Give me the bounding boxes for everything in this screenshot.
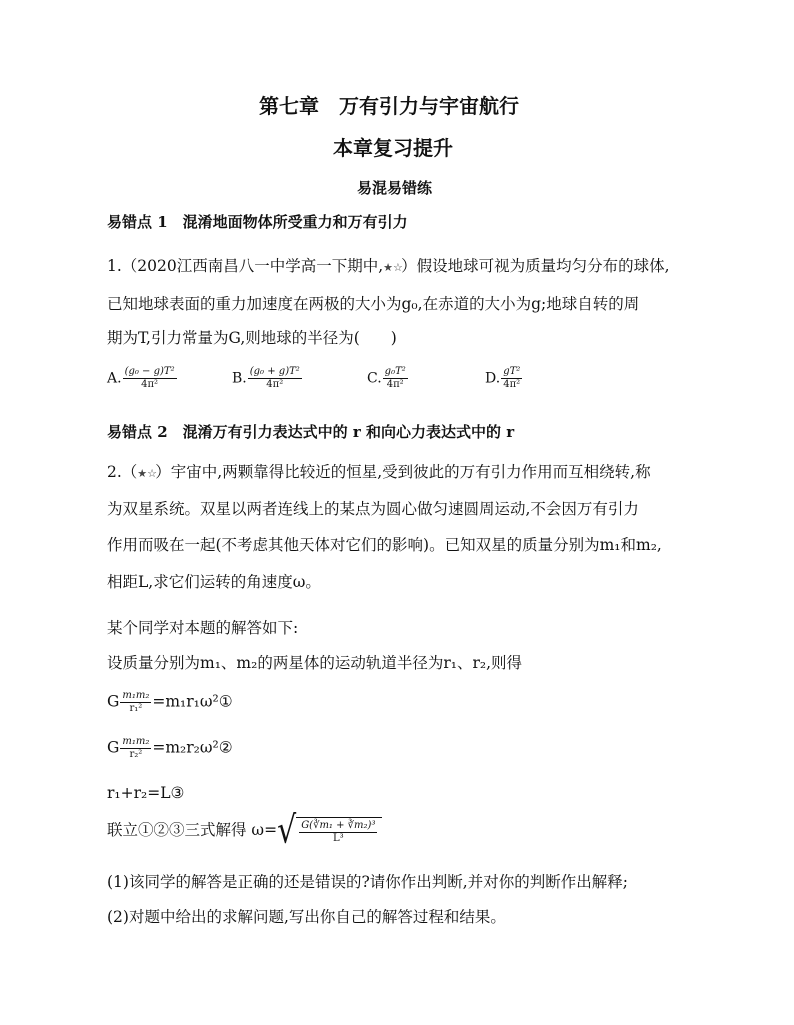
- result-equation: [107, 808, 382, 853]
- equation-rhs: =m₂r₂ω²②: [152, 738, 233, 757]
- fraction-denominator: r₂²: [129, 749, 143, 760]
- fraction-numerator: m₁m₂: [122, 736, 150, 747]
- solution-intro: 某个同学对本题的解答如下:: [107, 619, 299, 637]
- option-fraction: [501, 366, 522, 391]
- equation-fraction: [120, 736, 151, 761]
- option-label: A.: [107, 370, 122, 387]
- option-fraction: [123, 366, 177, 391]
- option-label: C.: [367, 370, 382, 387]
- result-fraction: [299, 820, 377, 845]
- q2-line-3: 作用而吸在一起(不考虑其他天体对它们的影响)。已知双星的质量分别为m₁和m₂,: [107, 536, 662, 554]
- constant-g: G: [107, 692, 120, 711]
- radical-sign-icon: √: [277, 808, 297, 853]
- q1-option-a: [107, 366, 178, 391]
- task-1: (1)该同学的解答是正确的还是错误的?请你作出判断,并对你的判断作出解释;: [107, 873, 628, 891]
- option-fraction: [248, 366, 302, 391]
- q1-option-d: [485, 366, 523, 391]
- page-subtitle: 本章复习提升: [333, 136, 453, 160]
- equation-rhs: =m₁r₁ω²①: [152, 692, 233, 711]
- equation-3: r₁+r₂=L③: [107, 784, 185, 802]
- difficulty-star-icon: ★☆: [137, 467, 158, 480]
- fraction-denominator: 4π²: [503, 379, 521, 390]
- fraction-numerator: G(∛m₁ + ∛m₂)³: [301, 820, 376, 831]
- square-root: [277, 808, 382, 853]
- fraction-denominator: r₁²: [129, 703, 143, 714]
- fraction-denominator: 4π²: [141, 379, 159, 390]
- solution-setup: 设质量分别为m₁、m₂的两星体的运动轨道半径为r₁、r₂,则得: [107, 654, 522, 672]
- q2-line-2: 为双星系统。双星以两者连线上的某点为圆心做匀速圆周运动,不会因万有引力: [107, 500, 639, 518]
- q2-line-1: [107, 460, 651, 482]
- q2-text-start: ）宇宙中,两颗靠得比较近的恒星,受到彼此的万有引力作用而互相绕转,称: [155, 463, 651, 481]
- error-point-2-heading: 易错点 2 混淆万有引力表达式中的 r 和向心力表达式中的 r: [107, 423, 515, 441]
- q1-line-2: 已知地球表面的重力加速度在两极的大小为g₀,在赤道的大小为g;地球自转的周: [107, 295, 640, 313]
- q1-source: 1.（2020江西南昌八一中学高一下期中,: [107, 257, 384, 275]
- option-label: D.: [485, 370, 501, 387]
- fraction-denominator: 4π²: [386, 379, 404, 390]
- option-fraction: [383, 366, 408, 391]
- difficulty-star-icon: ★☆: [383, 261, 403, 274]
- q1-line-1: [107, 254, 670, 276]
- fraction-numerator: g₀T²: [384, 366, 406, 377]
- task-2: (2)对题中给出的求解问题,写出你自己的解答过程和结果。: [107, 908, 506, 926]
- q1-option-b: [232, 366, 303, 391]
- option-label: B.: [232, 370, 247, 387]
- constant-g: G: [107, 738, 120, 757]
- section-title: 易混易错练: [357, 179, 433, 197]
- fraction-denominator: L³: [332, 833, 344, 844]
- equation-2: [107, 736, 233, 761]
- equation-fraction: [120, 690, 151, 715]
- q2-number: 2.（: [107, 463, 138, 481]
- fraction-denominator: 4π²: [266, 379, 284, 390]
- q1-option-c: [367, 366, 409, 391]
- chapter-title: 第七章 万有引力与宇宙航行: [259, 94, 519, 118]
- fraction-numerator: (g₀ − g)T²: [124, 366, 175, 377]
- fraction-numerator: (g₀ + g)T²: [249, 366, 300, 377]
- error-point-1-heading: 易错点 1 混淆地面物体所受重力和万有引力: [107, 213, 408, 231]
- fraction-numerator: gT²: [503, 366, 521, 377]
- fraction-numerator: m₁m₂: [122, 690, 150, 701]
- q1-text-start: ）假设地球可视为质量均匀分布的球体,: [401, 257, 670, 275]
- result-prefix: 联立①②③三式解得 ω=: [107, 821, 278, 839]
- q2-line-4: 相距L,求它们运转的角速度ω。: [107, 573, 321, 591]
- q1-line-3: 期为T,引力常量为G,则地球的半径为( ): [107, 329, 397, 347]
- equation-1: [107, 690, 233, 715]
